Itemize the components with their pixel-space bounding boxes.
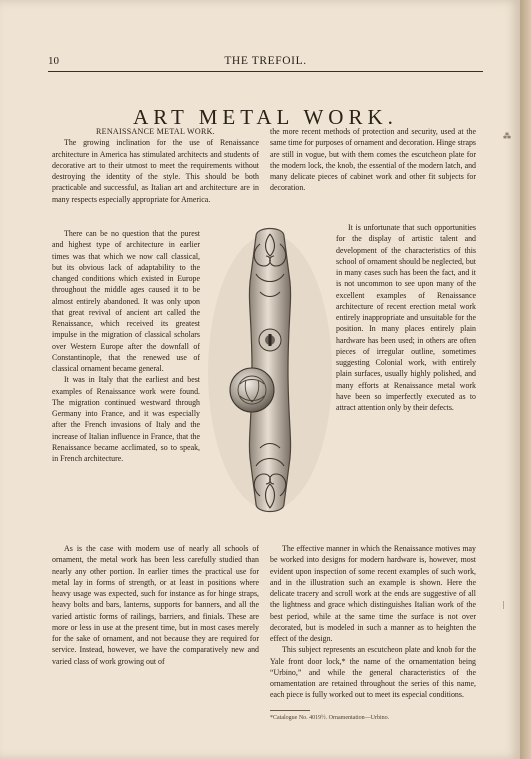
right-column-bottom [270,543,476,701]
paragraph-1: The growing inclination for the use of Renaissance architecture in America has stimulated architects and students of decorative art to their utmost to meet the requirements without destroying the identity of the style. This should be both practicable and successful, as Italian art and architecture are in many respects especially appropriate for America. [52,138,259,204]
left-column-bottom [52,543,259,667]
right-column-top [270,126,476,194]
paragraph-3: It was in Italy that the earliest and best examples of Renaissance work were found. The migration continued westward through Germany into France, and it was especially after the French invasions of Italy and the increase of Italian influence in France, that the Renaissance became acclimated, so to speak, in French architecture. [52,375,200,463]
article-title: ART METAL WORK. [133,105,398,130]
footnote: *Catalogue No. 4019½. Ornamentation—Urbino. [270,715,390,721]
page-number: 10 [48,55,59,67]
margin-mark: | [503,600,505,609]
header-rule [48,71,483,72]
paragraph-7: The effective manner in which the Renaissance motives may be worked into designs for modern hardware is, however, most evident upon inspection of some recent examples of such work, and in the illustration such an example is shown. Here the delicate tracery and scroll work at the ends are suggestive of all the lightness and grace which distinguishes Italian work of the best period, while at the same time the surface is not over decorated, but is modeled in such a manner as to heighten the effect of the design. [270,544,476,643]
paragraph-8: This subject represents an escutcheon plate and knob for the Yale front door lock,* the name of the ornamentation being “Urbino,” and while the general characteristics of the ornamentation are retained throughout the series of this name, each piece is fully worked out to meet its especial conditions. [270,645,476,700]
left-column-top [52,126,259,205]
paragraph-5: the more recent methods of protection and security, used at the same time for purposes of ornament and decoration. Hinge straps are still in vogue, but with them comes the escutcheon plate for the modern lock, the knob, the essential of the modern latch, and many delicate pieces of cabinet work and other fit subjects for decoration. [270,127,476,193]
escutcheon-plate-illustration [200,222,340,518]
margin-mark: ⁂ [503,132,511,141]
paragraph-6: It is unfortunate that such opportunities for the display of artistic talent and development of the characteristics of this school of ornament should be neglected, but in many cases such has been the fact, and it is not uncommon to see upon many of the excellent examples of Renaissance architecture of recent erection metal work entirely inappropriate and unsuitable for the position. In many places entirely plain hardware has been used; in others are often pieces of irregular outline, sometimes suggesting Colonial work, with entirely plain surfaces, usually highly polished, and many efforts at Renaissance metal work have been so imperfectly executed as to attract attention only by their defects. [336,223,476,412]
footnote-rule [270,710,310,711]
running-header [48,55,483,69]
paragraph-2: There can be no question that the purest and highest type of architecture in earlier times was that which we now call classical, but its obvious lack of adaptability to the changed conditions which existed in Europe throughout the middle ages caused it to be almost entirely abandoned. It was only upon that great revival of ancient art called the Renaissance, which received its greatest impulse in the migration of classical scholars over Western Europe after the downfall of Constantinople, that the renewed use of classical ornament became general. [52,229,200,373]
paragraph-4: As is the case with modern use of nearly all schools of ornament, the metal work has been less carefully studied than nearly any other portion. In earlier times the practical use for metal lay in forms of strength, or at least in positions where heavy usage was expected, such for instance as for hinge straps, heavy bolts and bars, lanterns, supports for banners, and all the varied artistic forms of railings, barriers, and finials. These are more or less in use at the present time, but in most cases merely for the sake of ornament, and not because they are required for service. Instead, however, we have the comparatively new and varied class of work growing out of [52,544,259,666]
running-title: THE TREFOIL. [224,55,307,67]
section-subheading: RENAISSANCE METAL WORK. [96,127,215,136]
right-column-wrap [336,222,476,413]
left-column-wrap [52,228,200,464]
